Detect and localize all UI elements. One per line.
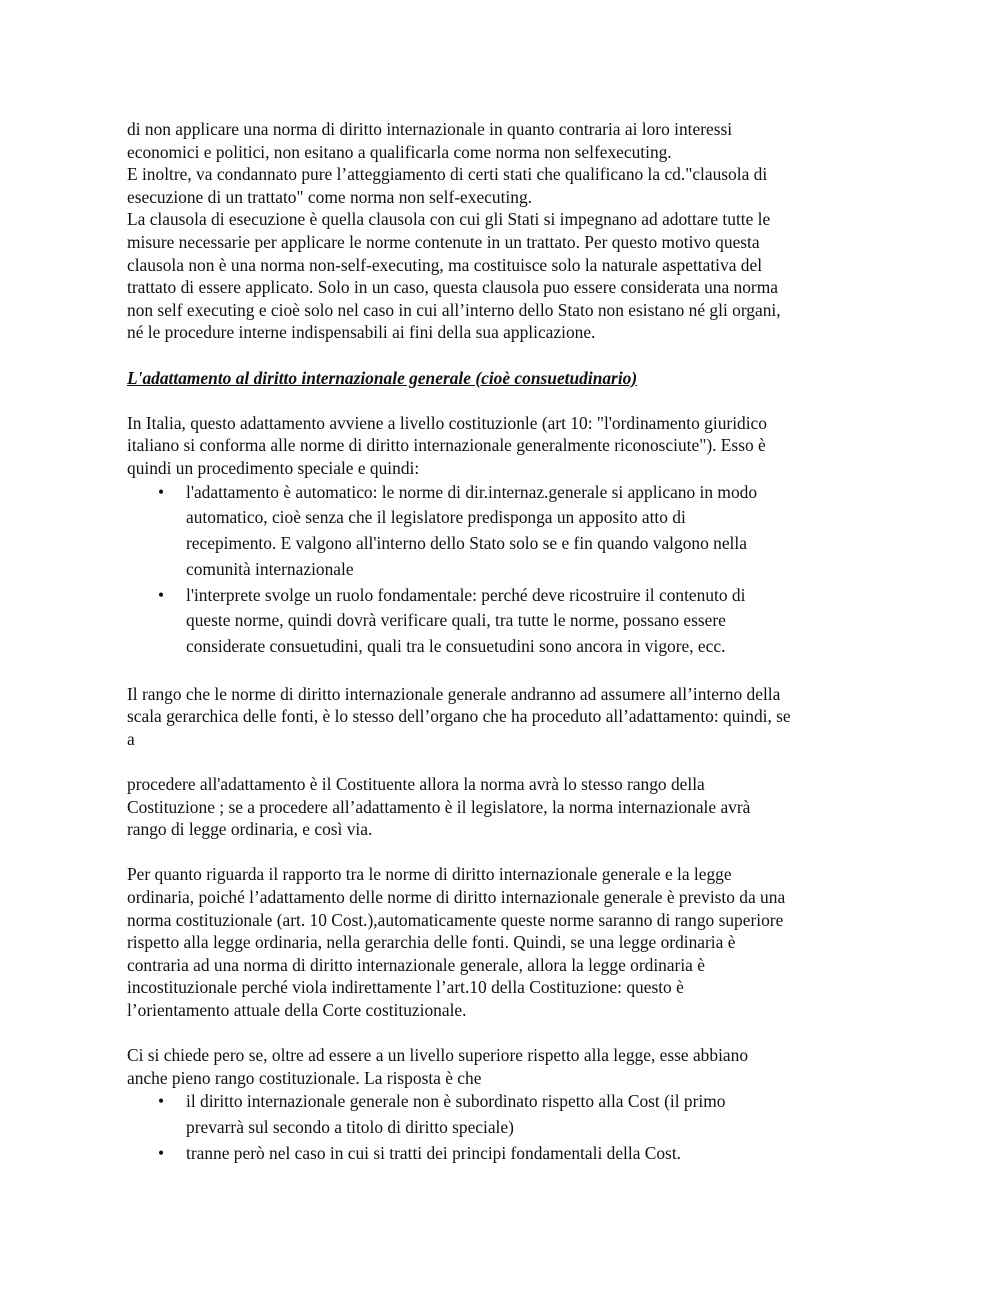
bullet-list-risposta — [127, 1089, 887, 1166]
paragraph-rapporto — [127, 863, 887, 1021]
section-heading: L'adattamento al diritto internazionale generale (cioè consuetudinario) — [127, 367, 638, 388]
text-line: In Italia, questo adattamento avviene a livello costituzionle (art 10: "l'ordinamento giuridico — [127, 412, 767, 433]
bullet-icon: • — [158, 584, 165, 605]
paragraph-self-executing — [127, 118, 887, 344]
text-line: l'adattamento è automatico: le norme di dir.internaz.generale si applicano in modo — [186, 481, 758, 502]
text-line: rango di legge ordinaria, e così via. — [127, 819, 373, 840]
paragraph-domanda — [127, 1044, 887, 1089]
bullet-icon: • — [158, 481, 165, 502]
text-line: Costituzione ; se a procedere all’adattamento è il legislatore, la norma internazionale avrà — [127, 796, 751, 817]
text-line: esecuzione di un trattato" come norma non self-executing. — [127, 186, 533, 207]
paragraph-procedere — [127, 773, 887, 841]
text-line: a — [127, 728, 135, 749]
text-line: tranne però nel caso in cui si tratti dei principi fondamentali della Cost. — [186, 1142, 682, 1163]
spacer — [127, 389, 887, 412]
text-line: anche pieno rango costituzionale. La risposta è che — [127, 1067, 482, 1088]
text-line: recepimento. E valgono all'interno dello Stato solo se e fin quando valgono nella — [186, 533, 747, 554]
text-line: italiano si conforma alle norme di diritto internazionale generalmente riconosciute"). Esso è — [127, 435, 766, 456]
text-line: incostituzionale perché viola indirettamente l’art.10 della Costituzione: questo è — [127, 977, 684, 998]
text-line: prevarrà sul secondo a titolo di diritto speciale) — [186, 1117, 514, 1138]
paragraph-italia — [127, 412, 887, 480]
text-line: Per quanto riguarda il rapporto tra le norme di diritto internazionale generale e la legge — [127, 864, 732, 885]
text-line: quindi un procedimento speciale e quindi: — [127, 457, 420, 478]
text-line: ordinaria, poiché l’adattamento delle norme di diritto internazionale generale è previsto da una — [127, 887, 786, 908]
text-line: Ci si chiede pero se, oltre ad essere a un livello superiore rispetto alla legge, esse abbiano — [127, 1045, 749, 1066]
text-line: misure necessarie per applicare le norme contenute in un trattato. Per questo motivo questa — [127, 231, 760, 252]
text-line: economici e politici, non esitano a qualificarla come norma non selfexecuting. — [127, 141, 672, 162]
text-line: non self executing e cioè solo nel caso in cui all’interno dello Stato non esistano né gli organi, — [127, 299, 781, 320]
text-line: rispetto alla legge ordinaria, nella gerarchia delle fonti. Quindi, se una legge ordinaria è — [127, 932, 736, 953]
spacer — [127, 344, 887, 367]
text-line: norma costituzionale (art. 10 Cost.),automaticamente queste norme saranno di rango superiore — [127, 909, 784, 930]
text-line: Il rango che le norme di diritto internazionale generale andranno ad assumere all’interno della — [127, 683, 781, 704]
text-line: clausola non è una norma non-self-executing, ma costituisce solo la naturale aspettativa del — [127, 254, 763, 275]
bullet-icon: • — [158, 1142, 165, 1163]
paragraph-rango — [127, 683, 887, 751]
spacer — [127, 1022, 887, 1045]
bullet-icon: • — [158, 1091, 165, 1112]
text-line: il diritto internazionale generale non è subordinato rispetto alla Cost (il primo — [186, 1091, 726, 1112]
text-line: né le procedure interne indispensabili ai fini della sua applicazione. — [127, 322, 596, 343]
text-line: automatico, cioè senza che il legislatore predisponga un apposito atto di — [186, 507, 686, 528]
list-item — [127, 583, 887, 660]
list-item — [127, 480, 887, 583]
spacer — [127, 841, 887, 864]
text-line: procedere all'adattamento è il Costituente allora la norma avrà lo stesso rango della — [127, 774, 705, 795]
bullet-list-adattamento — [127, 480, 887, 661]
spacer — [127, 660, 887, 683]
text-line: E inoltre, va condannato pure l’atteggiamento di certi stati che qualificano la cd."clausola di — [127, 164, 768, 185]
text-line: di non applicare una norma di diritto internazionale in quanto contraria ai loro interessi — [127, 119, 733, 139]
text-line: considerate consuetudini, quali tra le consuetudini sono ancora in vigore, ecc. — [186, 636, 726, 657]
text-line: scala gerarchica delle fonti, è lo stesso dell’organo che ha proceduto all’adattamento: quindi, se — [127, 706, 791, 727]
text-line: comunità internazionale — [186, 558, 354, 579]
list-item — [127, 1141, 887, 1167]
text-line: l'interprete svolge un ruolo fondamentale: perché deve ricostruire il contenuto di — [186, 584, 746, 605]
spacer — [127, 750, 887, 773]
text-line: La clausola di esecuzione è quella clausola con cui gli Stati si impegnano ad adottare tutte le — [127, 209, 771, 230]
text-line: queste norme, quindi dovrà verificare quali, tra tutte le norme, possano essere — [186, 610, 726, 631]
list-item — [127, 1089, 887, 1141]
document-page — [127, 118, 887, 1167]
text-line: l’orientamento attuale della Corte costituzionale. — [127, 999, 467, 1020]
text-line: trattato di essere applicato. Solo in un caso, questa clausola puo essere considerata una norma — [127, 277, 778, 298]
text-line: contraria ad una norma di diritto internazionale generale, allora la legge ordinaria è — [127, 954, 705, 975]
